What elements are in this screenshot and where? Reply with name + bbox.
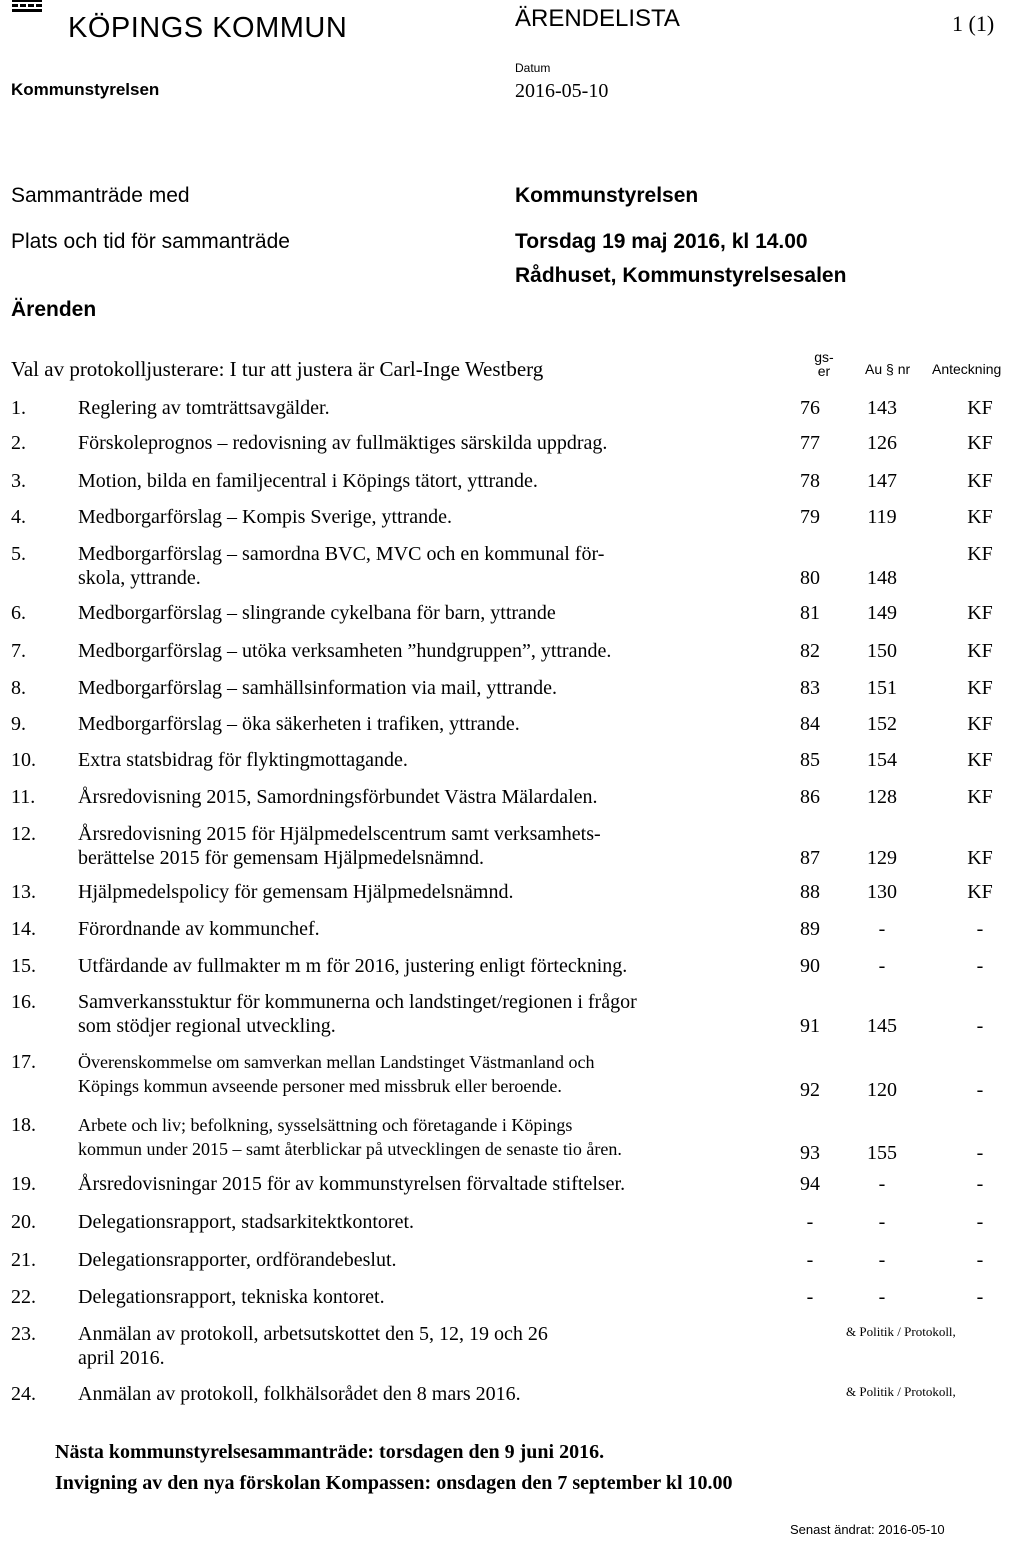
agenda-item-title-line: Årsredovisning 2015, Samordningsförbundet Västra Mälardalen.: [78, 786, 598, 808]
ks-paragraph-number: -: [806, 1286, 814, 1308]
agenda-item-title-line: Medborgarförslag – samhällsinformation via mail, yttrande.: [78, 677, 557, 699]
agenda-item-note: -: [976, 955, 984, 977]
agenda-item-title-line: Hjälpmedelspolicy för gemensam Hjälpmedelsnämnd.: [78, 881, 514, 903]
agenda-item-title-line: Medborgarförslag – öka säkerheten i trafiken, yttrande.: [78, 713, 520, 735]
agenda-item-number: 17.: [11, 1051, 36, 1073]
ks-paragraph-number: 81: [800, 602, 820, 624]
au-paragraph-number: 126: [867, 432, 897, 454]
ks-paragraph-number: 79: [800, 506, 820, 528]
agenda-item-title: [78, 822, 738, 870]
agenda-item-title: [78, 954, 738, 978]
agenda-item-title: [78, 601, 738, 625]
column-header-au: Au § nr: [865, 361, 911, 377]
agenda-item-note: KF: [967, 677, 993, 699]
section-title: Ärenden: [11, 298, 97, 321]
agenda-item-number: 20.: [11, 1211, 36, 1233]
agenda-item-title-line: Överenskommelse om samverkan mellan Landstinget Västmanland och: [78, 1052, 595, 1072]
au-paragraph-number: 129: [867, 847, 897, 869]
au-paragraph-number: -: [878, 918, 886, 940]
ks-paragraph-number: 89: [800, 918, 820, 940]
ks-paragraph-number: 87: [800, 847, 820, 869]
agenda-item-title-line: Anmälan av protokoll, folkhälsorådet den 8 mars 2016.: [78, 1383, 521, 1405]
agenda-item-number: 15.: [11, 955, 36, 977]
agenda-item-title: [78, 469, 738, 493]
document-type: ÄRENDELISTA: [515, 5, 680, 32]
agenda-item-title-line: Motion, bilda en familjecentral i Köpings tätort, yttrande.: [78, 470, 538, 492]
agenda-item-note: KF: [967, 640, 993, 662]
ks-paragraph-number: 78: [800, 470, 820, 492]
agenda-item-number: 9.: [11, 713, 26, 735]
agenda-item-number: 10.: [11, 749, 36, 771]
ks-paragraph-number: 83: [800, 677, 820, 699]
agenda-item-note: KF: [967, 847, 993, 869]
agenda-item-number: 22.: [11, 1286, 36, 1308]
au-paragraph-number: 145: [867, 1015, 897, 1037]
agenda-item-number: 2.: [11, 432, 26, 454]
agenda-item-title-line: april 2016.: [78, 1347, 165, 1369]
agenda-item-note: KF: [967, 506, 993, 528]
agenda-item-title-line: Reglering av tomträttsavgälder.: [78, 397, 330, 419]
meeting-with-label: Sammanträde med: [11, 184, 190, 207]
agenda-item-number: 18.: [11, 1114, 36, 1136]
agenda-item-note: KF: [967, 713, 993, 735]
au-paragraph-number: 147: [867, 470, 897, 492]
au-paragraph-number: 150: [867, 640, 897, 662]
agenda-item-title-line: som stödjer regional utveckling.: [78, 1015, 336, 1037]
agenda-item-title-line: Delegationsrapporter, ordförandebeslut.: [78, 1249, 397, 1271]
agenda-item-title: [78, 1113, 738, 1161]
agenda-item-title-line: Extra statsbidrag för flyktingmottagande.: [78, 749, 408, 771]
agenda-item-title: [78, 396, 738, 420]
agenda-item-title-line: Medborgarförslag – samordna BVC, MVC och en kommunal för-: [78, 543, 605, 565]
agenda-item-title-line: skola, yttrande.: [78, 567, 201, 589]
agenda-item-number: 21.: [11, 1249, 36, 1271]
ks-paragraph-number: -: [806, 1249, 814, 1271]
au-paragraph-number: 128: [867, 786, 897, 808]
agenda-item-title-line: Årsredovisning 2015 för Hjälpmedelscentrum samt verksamhets-: [78, 823, 601, 845]
agenda-item-number: 7.: [11, 640, 26, 662]
agenda-item-title-line: Förskoleprognos – redovisning av fullmäktiges särskilda uppdrag.: [78, 432, 608, 454]
agenda-item-note: -: [976, 1015, 984, 1037]
inauguration-note: Invigning av den nya förskolan Kompassen: onsdagen den 7 september kl 10.00: [55, 1472, 733, 1494]
municipal-crest-icon: [12, 0, 42, 12]
agenda-item-number: 16.: [11, 991, 36, 1013]
agenda-item-number: 23.: [11, 1323, 36, 1345]
org-name: KÖPINGS KOMMUN: [68, 12, 348, 44]
meeting-place-label: Plats och tid för sammanträde: [11, 230, 290, 253]
agenda-item-number: 3.: [11, 470, 26, 492]
agenda-item-title-line: Utfärdande av fullmakter m m för 2016, justering enligt förteckning.: [78, 955, 628, 977]
ks-paragraph-number: 76: [800, 397, 820, 419]
agenda-item-note: -: [976, 1173, 984, 1195]
agenda-item-title: [78, 1382, 738, 1406]
agenda-item-title: [78, 712, 738, 736]
adjuster-intro: Val av protokolljusterare: I tur att justera är Carl-Inge Westberg: [11, 357, 544, 381]
agenda-item-number: 4.: [11, 506, 26, 528]
au-paragraph-number: -: [878, 1249, 886, 1271]
agenda-item-title: [78, 880, 738, 904]
au-paragraph-number: 151: [867, 677, 897, 699]
agenda-item-title: [78, 1210, 738, 1234]
ks-paragraph-number: 80: [800, 567, 820, 589]
meeting-time-value: Torsdag 19 maj 2016, kl 14.00: [515, 230, 808, 253]
agenda-item-number: 12.: [11, 823, 36, 845]
agenda-item-title-line: berättelse 2015 för gemensam Hjälpmedelsnämnd.: [78, 847, 484, 869]
agenda-item-title-line: Delegationsrapport, tekniska kontoret.: [78, 1286, 385, 1308]
agenda-item-title: [78, 990, 738, 1038]
agenda-item-number: 11.: [11, 786, 36, 808]
au-paragraph-number: 130: [867, 881, 897, 903]
issuing-body: Kommunstyrelsen: [11, 80, 160, 99]
ks-paragraph-number: 86: [800, 786, 820, 808]
agenda-item-title: [78, 1285, 738, 1309]
agenda-item-note: KF: [967, 602, 993, 624]
column-header-note: Anteckning: [932, 361, 1002, 377]
au-paragraph-number: -: [878, 1173, 886, 1195]
au-paragraph-number: 149: [867, 602, 897, 624]
meeting-place-value: Rådhuset, Kommunstyrelsesalen: [515, 264, 847, 287]
date-value: 2016-05-10: [515, 80, 609, 102]
agenda-item-title: [78, 639, 738, 663]
au-paragraph-number: -: [878, 955, 886, 977]
agenda-item-title: [78, 917, 738, 941]
agenda-item-title: [78, 676, 738, 700]
ks-paragraph-number: 90: [800, 955, 820, 977]
agenda-item-title-line: Arbete och liv; befolkning, sysselsättning och företagande i Köpings: [78, 1115, 573, 1135]
agenda-item-title-line: Årsredovisningar 2015 för av kommunstyrelsen förvaltade stiftelser.: [78, 1173, 626, 1195]
agenda-item-note: KF: [967, 470, 993, 492]
agenda-item-number: 13.: [11, 881, 36, 903]
agenda-item-title-line: Köpings kommun avseende personer med missbruk eller beroende.: [78, 1076, 562, 1096]
agenda-item-title-line: Samverkansstuktur för kommunerna och landstinget/regionen i frågor: [78, 991, 637, 1013]
ks-paragraph-number: 84: [800, 713, 820, 735]
ks-paragraph-number: 82: [800, 640, 820, 662]
agenda-item-note: -: [976, 1142, 984, 1164]
agenda-item-number: 5.: [11, 543, 26, 565]
agenda-item-note: KF: [967, 881, 993, 903]
last-updated: Senast ändrat: 2016-05-10: [790, 1522, 945, 1537]
column-header-ks: gs-er: [814, 349, 834, 379]
agenda-item-note: -: [976, 1286, 984, 1308]
agenda-item-number: 8.: [11, 677, 26, 699]
au-paragraph-number: 119: [867, 506, 897, 528]
au-paragraph-number: 154: [867, 749, 897, 771]
agenda-item-note: -: [976, 1249, 984, 1271]
ks-paragraph-number: 77: [800, 432, 820, 454]
agenda-item-title: [78, 1248, 738, 1272]
au-paragraph-number: 143: [867, 397, 897, 419]
agenda-item-title-line: Förordnande av kommunchef.: [78, 918, 320, 940]
au-paragraph-number: -: [878, 1211, 886, 1233]
agenda-item-note: -: [976, 1211, 984, 1233]
next-meeting-note: Nästa kommunstyrelsesammanträde: torsdagen den 9 juni 2016.: [55, 1441, 605, 1463]
agenda-item-title-line: Anmälan av protokoll, arbetsutskottet den 5, 12, 19 och 26: [78, 1323, 548, 1345]
agenda-item-title-line: Medborgarförslag – slingrande cykelbana för barn, yttrande: [78, 602, 556, 624]
ks-paragraph-number: 92: [800, 1079, 820, 1101]
agenda-item-title: [78, 505, 738, 529]
agenda-item-note: KF: [967, 543, 993, 565]
ks-paragraph-number: -: [806, 1211, 814, 1233]
agenda-item-number: 1.: [11, 397, 26, 419]
agenda-item-title: [78, 542, 738, 590]
agenda-item-note: -: [976, 1079, 984, 1101]
agenda-item-title: [78, 785, 738, 809]
au-paragraph-number: 155: [867, 1142, 897, 1164]
protocol-reference: & Politik / Protokoll,: [846, 1324, 956, 1339]
agenda-item-number: 24.: [11, 1383, 36, 1405]
date-label: Datum: [515, 61, 551, 75]
ks-paragraph-number: 88: [800, 881, 820, 903]
page-number: 1 (1): [952, 11, 995, 36]
au-paragraph-number: 120: [867, 1079, 897, 1101]
agenda-item-title-line: Medborgarförslag – utöka verksamheten ”hundgruppen”, yttrande.: [78, 640, 612, 662]
au-paragraph-number: 148: [867, 567, 897, 589]
ks-paragraph-number: 85: [800, 749, 820, 771]
agenda-item-title-line: Delegationsrapport, stadsarkitektkontoret.: [78, 1211, 415, 1233]
ks-paragraph-number: 93: [800, 1142, 820, 1164]
ks-paragraph-number: 91: [800, 1015, 820, 1037]
agenda-item-number: 19.: [11, 1173, 36, 1195]
agenda-item-title: [78, 748, 738, 772]
agenda-item-title: [78, 1050, 738, 1098]
agenda-item-note: -: [976, 918, 984, 940]
protocol-reference: & Politik / Protokoll,: [846, 1384, 956, 1399]
agenda-item-title-line: kommun under 2015 – samt återblickar på utvecklingen de senaste tio åren.: [78, 1139, 622, 1159]
agenda-item-note: KF: [967, 786, 993, 808]
agenda-item-number: 14.: [11, 918, 36, 940]
agenda-item-title: [78, 1172, 738, 1196]
au-paragraph-number: -: [878, 1286, 886, 1308]
ks-paragraph-number: 94: [800, 1173, 820, 1195]
agenda-item-note: KF: [967, 749, 993, 771]
agenda-item-title-line: Medborgarförslag – Kompis Sverige, yttrande.: [78, 506, 452, 528]
agenda-item-number: 6.: [11, 602, 26, 624]
agenda-item-note: KF: [967, 432, 993, 454]
meeting-with-value: Kommunstyrelsen: [515, 184, 699, 207]
agenda-item-note: KF: [967, 397, 993, 419]
au-paragraph-number: 152: [867, 713, 897, 735]
agenda-item-title: [78, 1322, 738, 1370]
agenda-item-title: [78, 431, 738, 455]
